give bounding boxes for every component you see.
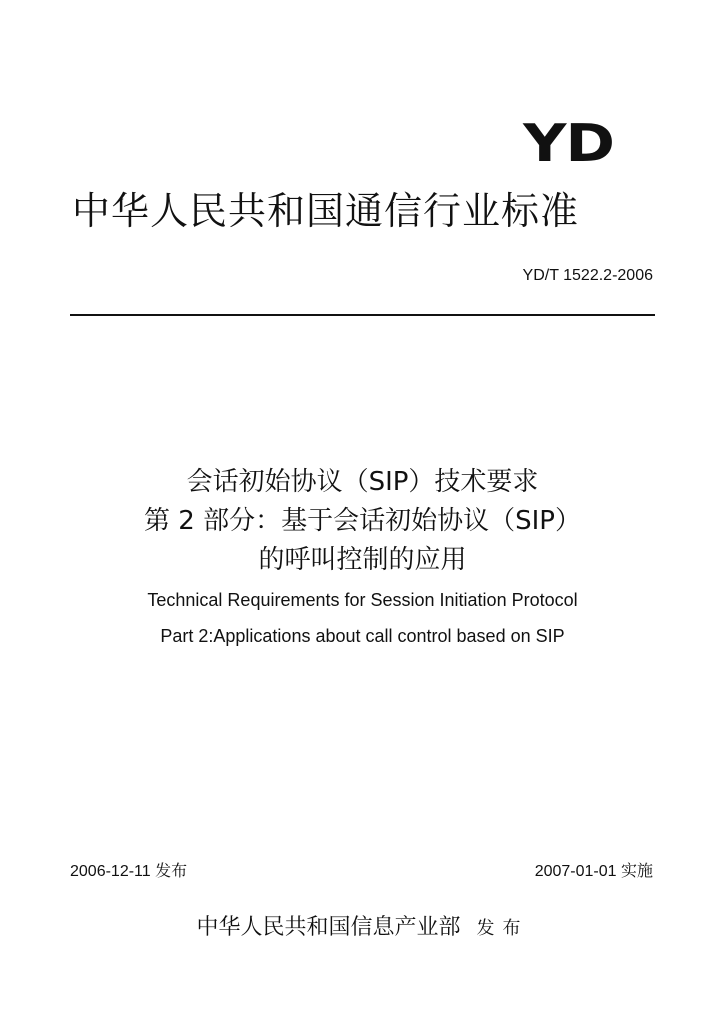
title-block: [0, 463, 725, 654]
title-cn-line-1: 会话初始协议（SIP）技术要求: [186, 467, 539, 497]
publisher-verb: 发布: [476, 918, 529, 939]
publisher: [0, 914, 725, 943]
title-en-line-1: Technical Requirements for Session Initiation Protocol: [147, 590, 578, 610]
title-cn-line-3: 的呼叫控制的应用: [258, 545, 467, 575]
issuer-title: 中华人民共和国通信行业标准: [72, 189, 580, 233]
title-cn-line-2: 第 2 部分：基于会话初始协议（SIP）: [144, 506, 581, 536]
issue-date: 2006-12-11 发布: [70, 863, 188, 880]
effective-date: 2007-01-01 实施: [534, 863, 653, 880]
standard-logo: YD: [523, 114, 614, 174]
standard-number: YD/T 1522.2-2006: [522, 267, 653, 284]
title-en-line-2: Part 2:Applications about call control based on SIP: [160, 626, 565, 646]
publisher-name: 中华人民共和国信息产业部: [196, 915, 461, 940]
header-rule: [70, 314, 655, 316]
